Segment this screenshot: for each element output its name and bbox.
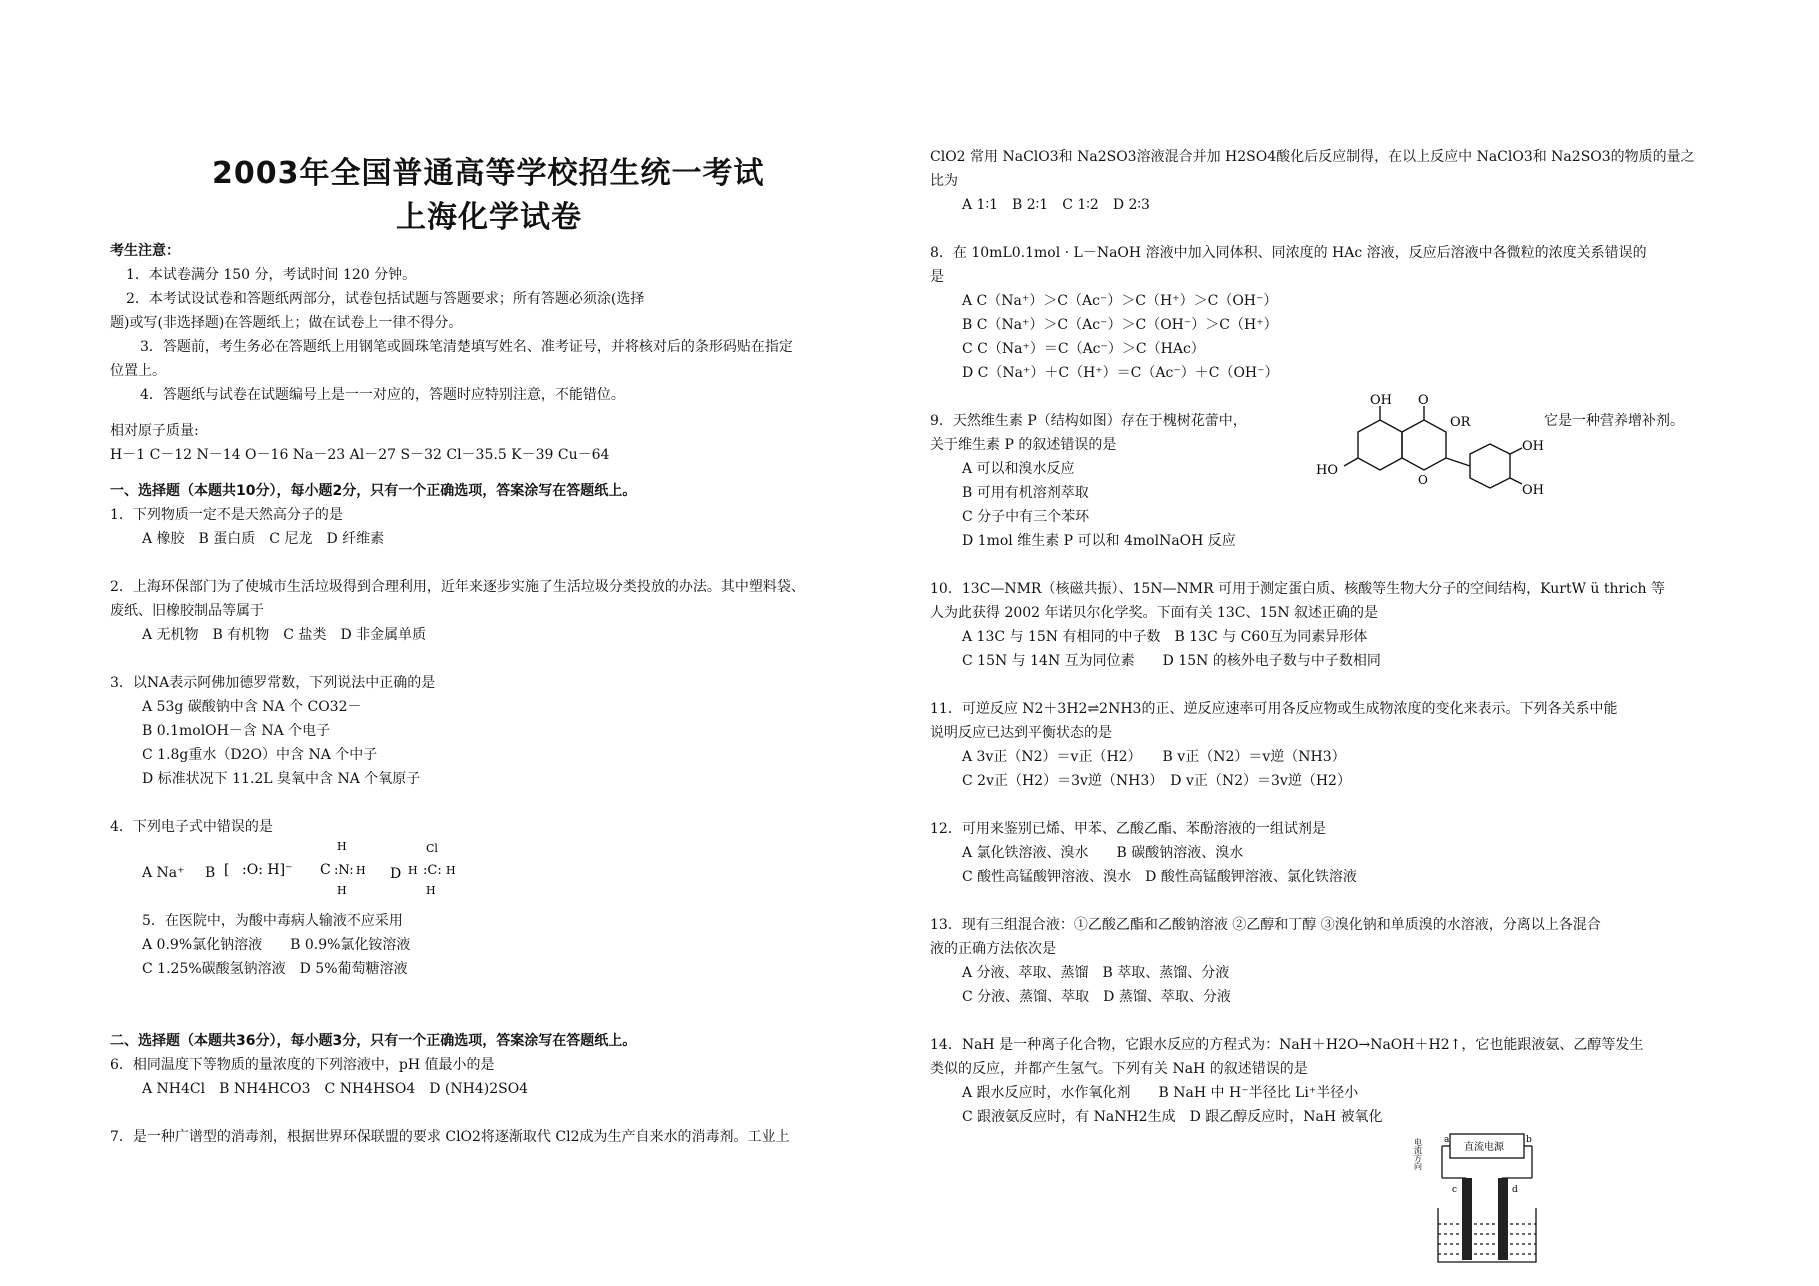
- option-c: C 1.8g重水（D2O）中含 NA 个中子: [142, 747, 378, 763]
- question-options: C 跟液氨反应时，有 NaNH2生成 D 跟乙醇反应时，NaH 被氧化: [962, 1109, 1383, 1125]
- svg-text:C: C: [320, 862, 331, 878]
- option-a: A Na⁺: [142, 865, 185, 881]
- option-d: D 1mol 维生素 P 可以和 4molNaOH 反应: [962, 533, 1236, 549]
- option-b: B 可用有机溶剂萃取: [962, 485, 1089, 501]
- apparatus-label: b: [1526, 1135, 1532, 1145]
- svg-text:H: H: [408, 864, 418, 877]
- apparatus-label: 电流方向: [1414, 1138, 1423, 1170]
- svg-text::O: H]⁻: :O: H]⁻: [242, 862, 293, 878]
- question-options: A 分液、萃取、蒸馏 B 萃取、蒸馏、分液: [962, 965, 1230, 981]
- question-options: C 酸性高锰酸钾溶液、溴水 D 酸性高锰酸钾溶液、氯化铁溶液: [962, 869, 1357, 885]
- svg-text:D: D: [390, 866, 402, 882]
- section-heading-1: 一、选择题（本题共10分），每小题2分，只有一个正确选项，答案涂写在答题纸上。: [110, 483, 637, 499]
- question-stem: 关于维生素 P 的叙述错误的是: [930, 437, 1117, 453]
- option-d: D C（Na⁺）＋C（H⁺）＝C（Ac⁻）＋C（OH⁻）: [962, 365, 1279, 381]
- struct-label: OR: [1450, 415, 1471, 430]
- option-a: A C（Na⁺）＞C（Ac⁻）＞C（H⁺）＞C（OH⁻）: [962, 293, 1278, 309]
- question-options: C 1.25%碳酸氢钠溶液 D 5%葡萄糖溶液: [142, 961, 408, 977]
- question-options: A 跟水反应时，水作氧化剂 B NaH 中 H⁻半径比 Li⁺半径小: [962, 1085, 1359, 1101]
- option-a: A 53g 碳酸钠中含 NA 个 CO32－: [142, 699, 362, 715]
- question-options: A 1∶1 B 2∶1 C 1∶2 D 2∶3: [962, 197, 1150, 213]
- question-stem: 4．下列电子式中错误的是: [110, 819, 273, 835]
- question-stem: 废纸、旧橡胶制品等属于: [110, 603, 264, 619]
- question-stem: 是: [930, 269, 944, 285]
- apparatus-label: d: [1512, 1185, 1518, 1195]
- struct-label: OH: [1522, 483, 1544, 498]
- question-stem: 1．下列物质一定不是天然高分子的是: [110, 507, 343, 523]
- svg-text:H: H: [356, 864, 366, 877]
- option-b: B C（Na⁺）＞C（Ac⁻）＞C（OH⁻）＞C（H⁺）: [962, 317, 1278, 333]
- option-b: B 0.1molOH－含 NA 个电子: [142, 723, 331, 739]
- question-stem: 说明反应已达到平衡状态的是: [930, 725, 1112, 741]
- struct-label: O: [1418, 473, 1428, 487]
- atomic-mass-values: H－1 C－12 N－14 O－16 Na－23 Al－27 S－32 Cl－35.5 K－39 Cu－64: [110, 447, 610, 463]
- question-stem: 13．现有三组混合液：①乙酸乙酯和乙酸钠溶液 ②乙醇和丁醇 ③溴化钠和单质溴的水溶液，分离以上各混合: [930, 917, 1601, 933]
- svg-text:H: H: [337, 840, 347, 853]
- notice-line: 3．答题前，考生务必在答题纸上用钢笔或圆珠笔清楚填写姓名、准考证号，并将核对后的条形码贴在指定: [140, 339, 793, 355]
- option-a: A 可以和溴水反应: [962, 461, 1075, 477]
- apparatus-label: a: [1444, 1135, 1450, 1145]
- svg-text::C:: :C:: [423, 863, 442, 878]
- question-stem: 14．NaH 是一种离子化合物，它跟水反应的方程式为：NaH＋H2O→NaOH＋H2↑，它也能跟液氨、乙醇等发生: [930, 1037, 1644, 1053]
- svg-text:Cl: Cl: [426, 842, 438, 855]
- apparatus-label: 直流电源: [1464, 1142, 1504, 1153]
- struct-label: HO: [1316, 463, 1338, 478]
- question-stem: 12．可用来鉴别已烯、甲苯、乙酸乙酯、苯酚溶液的一组试剂是: [930, 821, 1326, 837]
- struct-label: OH: [1370, 393, 1392, 408]
- notice-heading: 考生注意：: [110, 243, 180, 259]
- question-options: C 分液、蒸馏、萃取 D 蒸馏、萃取、分液: [962, 989, 1231, 1005]
- question-stem: 2．上海环保部门为了使城市生活垃圾得到合理利用，近年来逐步实施了生活垃圾分类投放的办法。其中塑料袋、: [110, 579, 805, 595]
- option-b: B: [205, 865, 216, 881]
- apparatus-label: c: [1452, 1185, 1458, 1195]
- notice-line: 位置上。: [110, 363, 166, 379]
- question-stem: 液的正确方法依次是: [930, 941, 1056, 957]
- electrolysis-apparatus: [1414, 1128, 1544, 1268]
- svg-text:[: [: [224, 862, 230, 878]
- vitamin-p-structure: [1310, 392, 1550, 522]
- question-stem: 7．是一种广谱型的消毒剂，根据世界环保联盟的要求 ClO2将逐渐取代 Cl2成为生产自来水的消毒剂。工业上: [110, 1129, 790, 1145]
- question-stem: 8．在 10mL0.1mol · L－NaOH 溶液中加入同体积、同浓度的 HAc 溶液，反应后溶液中各微粒的浓度关系错误的: [930, 245, 1647, 261]
- question-options: A 3v正（N2）＝v正（H2） B v正（N2）＝v逆（NH3）: [962, 749, 1346, 765]
- question-stem: 人为此获得 2002 年诺贝尔化学奖。下面有关 13C、15N 叙述正确的是: [930, 605, 1379, 621]
- question-options: A NH4Cl B NH4HCO3 C NH4HSO4 D (NH4)2SO4: [142, 1081, 529, 1097]
- page-subtitle: 上海化学试卷: [396, 200, 582, 235]
- question-options: A 橡胶 B 蛋白质 C 尼龙 D 纤维素: [142, 531, 385, 547]
- question-stem: 6．相同温度下等物质的量浓度的下列溶液中，pH 值最小的是: [110, 1057, 495, 1073]
- question-options: A 无机物 B 有机物 C 盐类 D 非金属单质: [142, 627, 427, 643]
- svg-text:H: H: [337, 884, 347, 897]
- question-stem: 11．可逆反应 N2＋3H2⇌2NH3的正、逆反应速率可用各反应物或生成物浓度的变化来表示。下列各关系中能: [930, 701, 1618, 717]
- svg-text:H: H: [446, 864, 456, 877]
- option-c: C C（Na⁺）＝C（Ac⁻）＞C（HAc）: [962, 341, 1205, 357]
- question-options: A 氯化铁溶液、溴水 B 碳酸钠溶液、溴水: [962, 845, 1244, 861]
- question-options: C 2v正（H2）＝3v逆（NH3） D v正（N2）＝3v逆（H2）: [962, 773, 1351, 789]
- question-stem: 3．以NA表示阿佛加德罗常数，下列说法中正确的是: [110, 675, 436, 691]
- question-options: A 0.9%氯化钠溶液 B 0.9%氯化铵溶液: [142, 937, 411, 953]
- svg-text:H: H: [426, 884, 436, 897]
- struct-label: O: [1418, 393, 1429, 408]
- question-stem: 9．天然维生素 P（结构如图）存在于槐树花蕾中，: [930, 413, 1247, 429]
- option-d: D 标准状况下 11.2L 臭氧中含 NA 个氧原子: [142, 771, 421, 787]
- question-stem: ClO2 常用 NaClO3和 Na2SO3溶液混合并加 H2SO4酸化后反应制得，在以上反应中 NaClO3和 Na2SO3的物质的量之: [930, 149, 1695, 165]
- notice-line: 2．本考试设试卷和答题纸两部分，试卷包括试题与答题要求；所有答题必须涂(选择: [126, 291, 645, 307]
- struct-label: OH: [1522, 439, 1544, 454]
- question-stem: 它是一种营养增补剂。: [1544, 413, 1684, 429]
- question-stem: 5．在医院中，为酸中毒病人输液不应采用: [142, 913, 403, 929]
- notice-line: 题)或写(非选择题)在答题纸上；做在试卷上一律不得分。: [110, 315, 463, 331]
- notice-line: 1．本试卷满分 150 分，考试时间 120 分钟。: [126, 267, 417, 283]
- option-c: C 分子中有三个苯环: [962, 509, 1090, 525]
- question-stem: 10．13C—NMR（核磁共振）、15N—NMR 可用于测定蛋白质、核酸等生物大分子的空间结构，KurtW ü thrich 等: [930, 581, 1666, 597]
- section-heading-2: 二、选择题（本题共36分），每小题3分，只有一个正确选项，答案涂写在答题纸上。: [110, 1033, 637, 1049]
- question-stem: 类似的反应，并都产生氢气。下列有关 NaH 的叙述错误的是: [930, 1061, 1308, 1077]
- question-options: A 13C 与 15N 有相同的中子数 B 13C 与 C60互为同素异形体: [962, 629, 1368, 645]
- svg-text::N:: :N:: [334, 863, 354, 878]
- question-options: C 15N 与 14N 互为同位素 D 15N 的核外电子数与中子数相同: [962, 653, 1381, 669]
- electron-formula-figure: [220, 838, 520, 898]
- atomic-mass-label: 相对原子质量:: [110, 423, 199, 439]
- page-title: 2003年全国普通高等学校招生统一考试: [212, 156, 765, 191]
- question-stem: 比为: [930, 173, 958, 189]
- notice-line: 4．答题纸与试卷在试题编号上是一一对应的，答题时应特别注意，不能错位。: [140, 387, 625, 403]
